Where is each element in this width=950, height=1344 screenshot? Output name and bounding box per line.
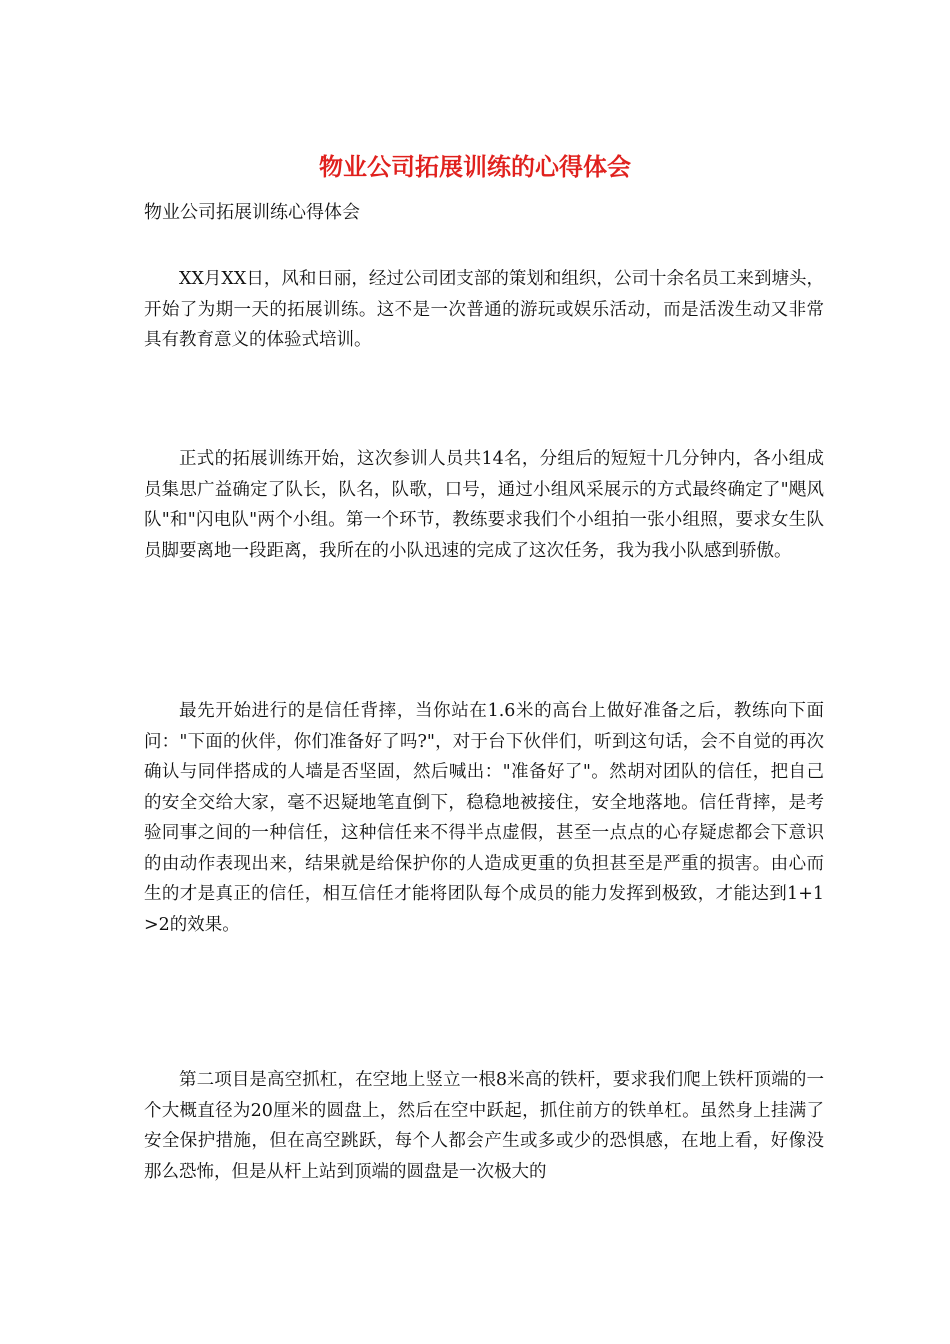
paragraph-4: 第二项目是高空抓杠，在空地上竖立一根8米高的铁杆，要求我们爬上铁杆顶端的一个大概直径为20厘米的圆盘上，然后在空中跃起，抓住前方的铁单杠。虽然身上挂满了安全保护措施，但在高空跳跃，每个人都会产生或多或少的恐惧感，在地上看，好像没那么恐怖，但是从杆上站到顶端的圆盘是一次极大的 — [144, 1070, 824, 1182]
paragraph-1: XX月XX日，风和日丽，经过公司团支部的策划和组织，公司十余名员工来到塘头，开始了为期一天的拓展训练。这不是一次普通的游玩或娱乐活动，而是活泼生动又非常具有教育意义的体验式培训。 — [144, 269, 824, 350]
paragraph-3: 最先开始进行的是信任背摔，当你站在1.6米的高台上做好准备之后，教练向下面问："下面的伙伴，你们准备好了吗?"，对于台下伙伴们，听到这句话，会不自觉的再次确认与同伴搭成的人墙是否坚固，然后喊出："准备好了"。然胡对团队的信任，把自己的安全交给大家，毫不迟疑地笔直倒下，稳稳地被接住，安全地落地。信任背摔，是考验同事之间的一种信任，这种信任来不得半点虚假，甚至一点点的心存疑虑都会下意识的由动作表现出来，结果就是给保护你的人造成更重的负担甚至是严重的损害。由心而生的才是真正的信任，相互信任才能将团队每个成员的能力发挥到极致，才能达到1+1>2的效果。 — [144, 701, 824, 935]
document-title: 物业公司拓展训练的心得体会 — [319, 152, 631, 181]
paragraph-2: 正式的拓展训练开始，这次参训人员共14名，分组后的短短十几分钟内，各小组成员集思广益确定了队长，队名，队歌，口号，通过小组风采展示的方式最终确定了"飓风队"和"闪电队"两个小组。第一个环节，教练要求我们个小组拍一张小组照，要求女生队员脚要离地一段距离，我所在的小队迅速的完成了这次任务，我为我小队感到骄傲。 — [144, 449, 824, 561]
document-subtitle: 物业公司拓展训练心得体会 — [144, 202, 360, 223]
